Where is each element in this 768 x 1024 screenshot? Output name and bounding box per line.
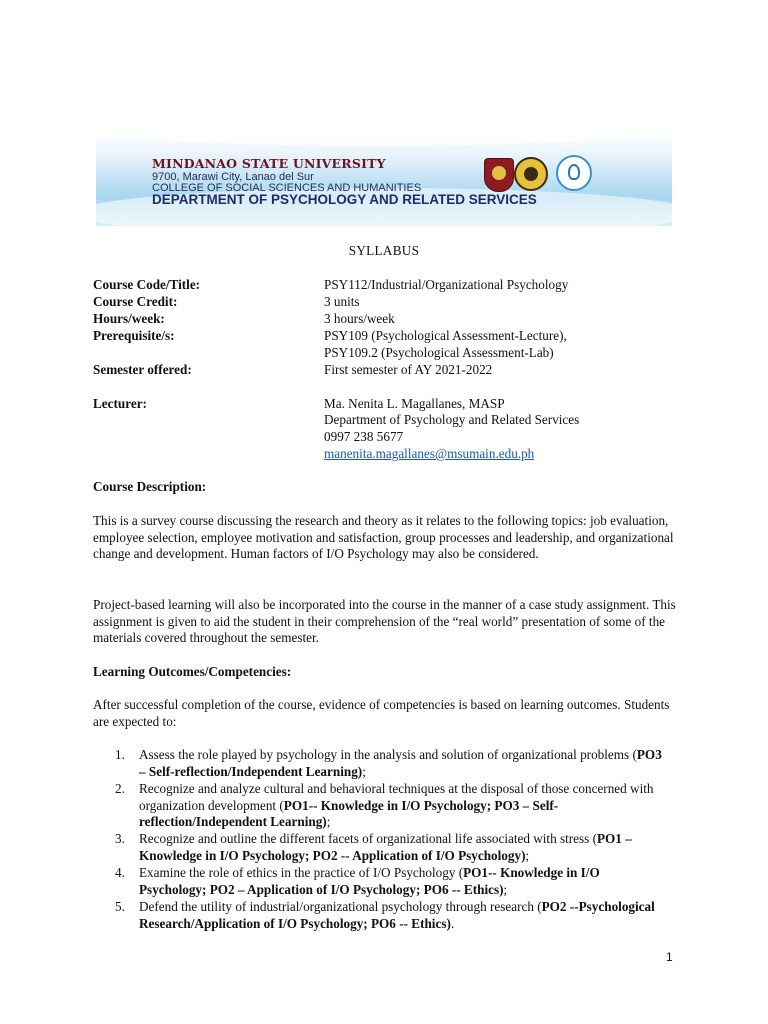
department-seal-icon bbox=[556, 155, 592, 191]
semester-value: First semester of AY 2021-2022 bbox=[324, 362, 493, 377]
course-credit-label: Course Credit: bbox=[93, 294, 178, 309]
learning-outcomes-heading: Learning Outcomes/Competencies: bbox=[93, 664, 292, 679]
college-name: COLLEGE OF SOCIAL SCIENCES AND HUMANITIES bbox=[152, 182, 422, 194]
outcome-item-5: Defend the utility of industrial/organizational psychology through research (PO2 --Psychological Research/Application of I/O Psychology; PO6 -- Ethics). bbox=[139, 899, 655, 931]
outcome-item-1: Assess the role played by psychology in the analysis and solution of organizational problems (PO3 – Self-reflection/Independent Learning); bbox=[139, 747, 662, 779]
course-description-paragraph-2: Project-based learning will also be incorporated into the course in the manner of a case study assignment. This assignment is given to aid the student in their comprehension of the “real world” presentation of some of the materials covered throughout the semester. bbox=[93, 597, 676, 645]
course-description-paragraph-1: This is a survey course discussing the research and theory as it relates to the following topics: job evaluation, employee selection, employee motivation and satisfaction, group processes and leadership, and organizational change and development. Human factors of I/O Psychology may also be considered. bbox=[93, 513, 674, 561]
prerequisite-value-2: PSY109.2 (Psychological Assessment-Lab) bbox=[324, 345, 554, 360]
outcome-number: 1. bbox=[115, 747, 125, 762]
university-name: MINDANAO STATE UNIVERSITY bbox=[152, 156, 386, 171]
department-name: DEPARTMENT OF PSYCHOLOGY AND RELATED SERVICES bbox=[152, 192, 537, 207]
learning-outcomes-intro: After successful completion of the course, evidence of competencies is based on learning outcomes. Students are expected to: bbox=[93, 697, 670, 729]
university-seal-icon bbox=[484, 158, 514, 192]
banner-wave-decoration bbox=[96, 130, 672, 146]
prerequisite-label: Prerequisite/s: bbox=[93, 328, 175, 343]
lecturer-email-link[interactable]: manenita.magallanes@msumain.edu.ph bbox=[324, 446, 535, 461]
semester-label: Semester offered: bbox=[93, 362, 192, 377]
lecturer-phone: 0997 238 5677 bbox=[324, 429, 404, 444]
college-seal-icon bbox=[514, 157, 548, 191]
document-title: SYLLABUS bbox=[348, 243, 420, 258]
outcome-number: 3. bbox=[115, 831, 125, 846]
outcome-item-4: Examine the role of ethics in the practice of I/O Psychology (PO1-- Knowledge in I/O Psychology; PO2 – Application of I/O Psychology; PO6 -- Ethics); bbox=[139, 865, 600, 897]
course-description-heading: Course Description: bbox=[93, 479, 207, 494]
outcome-item-2: Recognize and analyze cultural and behavioral techniques at the disposal of those concerned with organization development (PO1-- Knowledge in I/O Psychology; PO3 – Self-reflection/Independent Learning); bbox=[139, 781, 654, 829]
lecturer-department: Department of Psychology and Related Services bbox=[324, 412, 580, 427]
hours-value: 3 hours/week bbox=[324, 311, 395, 326]
course-credit-value: 3 units bbox=[324, 294, 360, 309]
page-number: 1 bbox=[666, 950, 673, 964]
lecturer-label: Lecturer: bbox=[93, 396, 147, 411]
header-banner bbox=[96, 130, 672, 226]
outcome-number: 5. bbox=[115, 899, 125, 914]
hours-label: Hours/week: bbox=[93, 311, 165, 326]
lecturer-name: Ma. Nenita L. Magallanes, MASP bbox=[324, 396, 505, 411]
prerequisite-value-1: PSY109 (Psychological Assessment-Lecture), bbox=[324, 328, 567, 343]
university-address: 9700, Marawi City, Lanao del Sur bbox=[152, 171, 314, 183]
course-code-label: Course Code/Title: bbox=[93, 277, 201, 292]
outcome-item-3: Recognize and outline the different facets of organizational life associated with stress (PO1 – Knowledge in I/O Psychology; PO2 -- Application of I/O Psychology); bbox=[139, 831, 632, 863]
outcome-number: 4. bbox=[115, 865, 125, 880]
outcome-number: 2. bbox=[115, 781, 125, 796]
course-code-value: PSY112/Industrial/Organizational Psychology bbox=[324, 277, 569, 292]
